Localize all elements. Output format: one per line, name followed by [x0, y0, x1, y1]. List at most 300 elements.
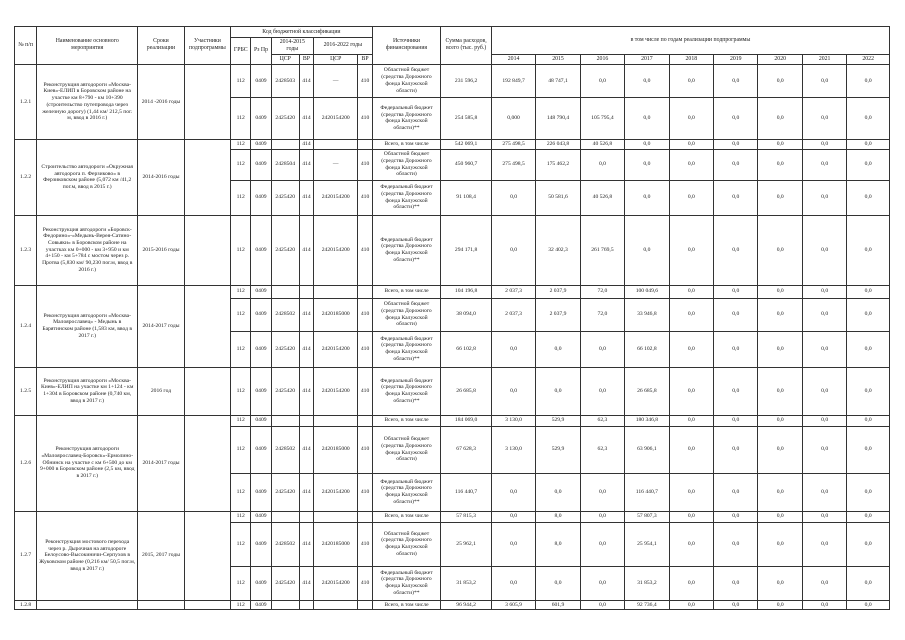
- rzpr-cell: 0409: [251, 426, 271, 473]
- row-index: 1.2.5: [15, 367, 37, 415]
- measure-term: 2014 -2016 годы: [138, 64, 184, 139]
- vr-2016-cell: [358, 415, 372, 426]
- year-value-cell: 0,0: [758, 285, 802, 298]
- csr-2016-cell: 2420154200: [314, 367, 358, 415]
- year-value-cell: 0,0: [669, 180, 713, 215]
- year-value-cell: 0,0: [714, 367, 758, 415]
- header-vr-2: ВР: [358, 54, 372, 64]
- year-value-cell: 0,0: [847, 566, 890, 600]
- vr-2016-cell: 410: [358, 97, 372, 139]
- year-value-cell: 62,3: [580, 415, 624, 426]
- header-total: Сумма расходов, всего (тыс. руб.): [441, 27, 492, 65]
- year-value-cell: 192 849,7: [491, 64, 535, 97]
- year-value-cell: 0,0: [625, 64, 669, 97]
- year-value-cell: 175 462,2: [536, 149, 580, 180]
- source-cell: Федеральный бюджет (средства Дорожного фонда Калужской области)**: [372, 180, 441, 215]
- year-value-cell: 0,0: [580, 367, 624, 415]
- total-cell: 184 069,0: [441, 415, 492, 426]
- header-sources: Источники финансирования: [372, 27, 441, 65]
- total-cell: 67 628,3: [441, 426, 492, 473]
- year-value-cell: 0,0: [847, 149, 890, 180]
- total-cell: 38 094,0: [441, 298, 492, 331]
- year-value-cell: 0,0: [758, 215, 802, 285]
- csr-2014-cell: 2428502: [271, 298, 299, 331]
- total-cell: 66 102,8: [441, 331, 492, 367]
- measure-name: Реконструкция автодороги «Малоярославец-Боровск»-Ермолино-Обнинск на участке с км 6+500 до км 9+000 в Боровском районе (2,5 км, ввод в 2017 г.): [37, 415, 138, 511]
- year-value-cell: 0,0: [625, 97, 669, 139]
- total-cell: 26 685,8: [441, 367, 492, 415]
- csr-2014-cell: 2425420: [271, 367, 299, 415]
- total-cell: 294 171,8: [441, 215, 492, 285]
- year-value-cell: 0,0: [669, 298, 713, 331]
- year-value-cell: 529,9: [536, 426, 580, 473]
- measure-term: 2015, 2017 годы: [138, 511, 184, 600]
- year-value-cell: 0,0: [758, 600, 802, 610]
- rzpr-cell: 0409: [251, 180, 271, 215]
- year-value-cell: 0,0: [669, 473, 713, 511]
- year-value-cell: 0,0: [802, 331, 846, 367]
- rzpr-cell: 0409: [251, 522, 271, 566]
- year-value-cell: 0,0: [714, 97, 758, 139]
- year-value-cell: 0,0: [669, 139, 713, 149]
- measure-participants: [184, 64, 230, 139]
- vr-2016-cell: [358, 285, 372, 298]
- csr-2014-cell: 2425420: [271, 566, 299, 600]
- year-value-cell: 0,0: [802, 139, 846, 149]
- rzpr-cell: 0409: [251, 64, 271, 97]
- grbs-cell: 112: [231, 149, 251, 180]
- csr-2016-cell: —: [314, 64, 358, 97]
- header-years-2016-2022: 2016-2022 годы: [314, 38, 373, 55]
- year-value-cell: 0,0: [536, 566, 580, 600]
- measure-term: 2014-2017 годы: [138, 285, 184, 367]
- rzpr-cell: 0409: [251, 298, 271, 331]
- year-value-cell: 0,0: [802, 367, 846, 415]
- year-value-cell: 0,0: [714, 600, 758, 610]
- year-value-cell: 0,0: [714, 511, 758, 522]
- year-value-cell: 0,0: [669, 215, 713, 285]
- source-cell: Всего, в том числе: [372, 285, 441, 298]
- year-value-cell: 0,0: [536, 473, 580, 511]
- year-value-cell: 63 906,1: [625, 426, 669, 473]
- year-value-cell: 0,0: [758, 511, 802, 522]
- table-row: [15, 215, 890, 285]
- year-value-cell: 0,0: [669, 97, 713, 139]
- vr-2014-cell: [299, 600, 313, 610]
- year-value-cell: 0,0: [802, 473, 846, 511]
- table-row: [15, 600, 890, 610]
- grbs-cell: 112: [231, 215, 251, 285]
- year-value-cell: 0,0: [802, 415, 846, 426]
- year-value-cell: 0,0: [802, 180, 846, 215]
- table-row: [15, 285, 890, 298]
- csr-2014-cell: 2425420: [271, 180, 299, 215]
- year-value-cell: 0,0: [802, 298, 846, 331]
- csr-2014-cell: 2428502: [271, 522, 299, 566]
- table-row: [15, 64, 890, 97]
- measure-participants: [184, 215, 230, 285]
- year-value-cell: 0,0: [802, 64, 846, 97]
- year-value-cell: 0,0: [669, 331, 713, 367]
- year-value-cell: 8,0: [536, 522, 580, 566]
- header-year: 2018: [669, 54, 713, 64]
- row-index: 1.2.7: [15, 511, 37, 600]
- measure-name: Строительство автодороги «Окружная автодорога п. Ферзиково» в Ферзиковском районе (5,072 км /41,2 пог.м, ввод в 2015 г.): [37, 139, 138, 215]
- csr-2016-cell: 2420154200: [314, 473, 358, 511]
- year-value-cell: 0,0: [802, 600, 846, 610]
- grbs-cell: 112: [231, 180, 251, 215]
- year-value-cell: 0,0: [714, 473, 758, 511]
- vr-2014-cell: 414: [299, 149, 313, 180]
- year-value-cell: 226 043,8: [536, 139, 580, 149]
- source-cell: Областной бюджет (средства Дорожного фонда Калужской области): [372, 149, 441, 180]
- year-value-cell: 0,0: [758, 149, 802, 180]
- year-value-cell: 0,0: [847, 298, 890, 331]
- csr-2016-cell: 2420154200: [314, 97, 358, 139]
- vr-2016-cell: 410: [358, 64, 372, 97]
- rzpr-cell: 0409: [251, 139, 271, 149]
- rzpr-cell: 0409: [251, 473, 271, 511]
- source-cell: Всего, в том числе: [372, 511, 441, 522]
- year-value-cell: 0,0: [669, 367, 713, 415]
- vr-2016-cell: 410: [358, 149, 372, 180]
- year-value-cell: 0,0: [758, 139, 802, 149]
- year-value-cell: 0,0: [802, 285, 846, 298]
- vr-2016-cell: 410: [358, 566, 372, 600]
- grbs-cell: 112: [231, 473, 251, 511]
- year-value-cell: 0,0: [847, 180, 890, 215]
- csr-2014-cell: [271, 511, 299, 522]
- csr-2014-cell: [271, 415, 299, 426]
- header-year: 2019: [714, 54, 758, 64]
- header-year: 2015: [536, 54, 580, 64]
- year-value-cell: 31 853,2: [625, 566, 669, 600]
- source-cell: Федеральный бюджет (средства Дорожного фонда Калужской области)**: [372, 566, 441, 600]
- measure-name: Реконструкция автодороги «Москва-Киев»-ЕЛИП в Боровском районе на участке км 8+790 - км 10+390 (строительство путепровода через железную дорогу) (1,44 км/ 212,5 пог. м, ввод в 2016 г.): [37, 64, 138, 139]
- budget-table: [14, 26, 890, 610]
- csr-2016-cell: [314, 600, 358, 610]
- row-index: 1.2.4: [15, 285, 37, 367]
- csr-2014-cell: 2428504: [271, 149, 299, 180]
- year-value-cell: 100 049,6: [625, 285, 669, 298]
- year-value-cell: 261 769,5: [580, 215, 624, 285]
- csr-2014-cell: 2425420: [271, 215, 299, 285]
- source-cell: Всего, в том числе: [372, 139, 441, 149]
- source-cell: Областной бюджет (средства Дорожного фонда Калужской области): [372, 426, 441, 473]
- year-value-cell: 0,0: [847, 215, 890, 285]
- measure-term: 2015-2016 годы: [138, 215, 184, 285]
- measure-name: Реконструкция автодороги «Боровск-Федорино»-«Медынь-Верея-Сатино-Совьяки» в Боровском районе на участках км 0+000 - км 3+950 и км 4+150 - км 5+784 с мостом через р. Протва (5,830 км/ 90,230 пог.м, ввод в 2016 г.): [37, 215, 138, 285]
- year-value-cell: 0,0: [580, 566, 624, 600]
- year-value-cell: 0,0: [758, 522, 802, 566]
- csr-2016-cell: 2420185000: [314, 426, 358, 473]
- header-num: № п/п: [15, 27, 37, 65]
- year-value-cell: 0,0: [847, 511, 890, 522]
- vr-2014-cell: 414: [299, 522, 313, 566]
- total-cell: 25 962,1: [441, 522, 492, 566]
- year-value-cell: 0,0: [714, 522, 758, 566]
- header-years-group: в том числе по годам реализации подпрограммы: [491, 27, 889, 55]
- year-value-cell: 0,0: [714, 64, 758, 97]
- year-value-cell: 8,0: [536, 511, 580, 522]
- vr-2016-cell: 410: [358, 367, 372, 415]
- year-value-cell: 3 130,0: [491, 415, 535, 426]
- grbs-cell: 112: [231, 415, 251, 426]
- csr-2014-cell: [271, 285, 299, 298]
- measure-participants: [184, 415, 230, 511]
- year-value-cell: 0,0: [758, 473, 802, 511]
- csr-2014-cell: 2425420: [271, 97, 299, 139]
- csr-2014-cell: [271, 139, 299, 149]
- rzpr-cell: 0409: [251, 97, 271, 139]
- vr-2016-cell: 410: [358, 298, 372, 331]
- row-index: 1.2.6: [15, 415, 37, 511]
- rzpr-cell: 0409: [251, 511, 271, 522]
- year-value-cell: 40 526,8: [580, 139, 624, 149]
- year-value-cell: 0,0: [669, 285, 713, 298]
- header-term: Сроки реализации: [138, 27, 184, 65]
- year-value-cell: 0,0: [802, 426, 846, 473]
- total-cell: 254 585,8: [441, 97, 492, 139]
- vr-2014-cell: 414: [299, 331, 313, 367]
- vr-2016-cell: 410: [358, 215, 372, 285]
- csr-2016-cell: 2420185000: [314, 298, 358, 331]
- year-value-cell: 0,0: [580, 600, 624, 610]
- measure-term: 2016 год: [138, 367, 184, 415]
- source-cell: Областной бюджет (средства Дорожного фонда Калужской области): [372, 522, 441, 566]
- vr-2016-cell: 410: [358, 180, 372, 215]
- source-cell: Федеральный бюджет (средства Дорожного фонда Калужской области)**: [372, 215, 441, 285]
- measure-name: [37, 600, 138, 610]
- measure-term: 2014-2017 годы: [138, 415, 184, 511]
- table-row: [15, 511, 890, 522]
- source-cell: Федеральный бюджет (средства Дорожного фонда Калужской области)**: [372, 473, 441, 511]
- year-value-cell: 3 605,9: [491, 600, 535, 610]
- year-value-cell: 0,0: [847, 97, 890, 139]
- source-cell: Федеральный бюджет (средства Дорожного фонда Калужской области)**: [372, 97, 441, 139]
- header-csr-2: ЦСР: [314, 54, 358, 64]
- vr-2014-cell: 414: [299, 180, 313, 215]
- year-value-cell: 0,0: [536, 331, 580, 367]
- year-value-cell: 0,0: [758, 566, 802, 600]
- rzpr-cell: 0409: [251, 600, 271, 610]
- total-cell: 116 440,7: [441, 473, 492, 511]
- grbs-cell: 112: [231, 64, 251, 97]
- year-value-cell: 0,0: [714, 139, 758, 149]
- rzpr-cell: 0409: [251, 367, 271, 415]
- total-cell: 91 108,4: [441, 180, 492, 215]
- measure-term: [138, 600, 184, 610]
- year-value-cell: 0,0: [802, 511, 846, 522]
- year-value-cell: 0,0: [669, 566, 713, 600]
- year-value-cell: 0,0: [714, 298, 758, 331]
- grbs-cell: 112: [231, 139, 251, 149]
- year-value-cell: 2 037,9: [536, 298, 580, 331]
- csr-2016-cell: 2420154200: [314, 180, 358, 215]
- header-name: Наименование основного мероприятия: [37, 27, 138, 65]
- csr-2014-cell: 2425420: [271, 331, 299, 367]
- header-grbs: ГРБС: [231, 38, 251, 65]
- year-value-cell: 32 402,3: [536, 215, 580, 285]
- year-value-cell: 0,0: [625, 180, 669, 215]
- grbs-cell: 112: [231, 511, 251, 522]
- year-value-cell: 0,0: [714, 180, 758, 215]
- year-value-cell: 33 946,8: [625, 298, 669, 331]
- year-value-cell: 0,0: [625, 139, 669, 149]
- total-cell: 542 069,1: [441, 139, 492, 149]
- measure-term: 2014-2016 годы: [138, 139, 184, 215]
- year-value-cell: 0,0: [714, 566, 758, 600]
- year-value-cell: 2 037,3: [491, 285, 535, 298]
- year-value-cell: 0,0: [847, 367, 890, 415]
- year-value-cell: 0,0: [580, 511, 624, 522]
- csr-2014-cell: 2428502: [271, 426, 299, 473]
- vr-2014-cell: 414: [299, 473, 313, 511]
- measure-participants: [184, 511, 230, 600]
- vr-2016-cell: 410: [358, 331, 372, 367]
- table-row: [15, 415, 890, 426]
- measure-participants: [184, 367, 230, 415]
- grbs-cell: 112: [231, 367, 251, 415]
- header-year: 2022: [847, 54, 890, 64]
- header-participants: Участники подпрограммы: [184, 27, 230, 65]
- year-value-cell: 0,0: [714, 426, 758, 473]
- year-value-cell: 72,0: [580, 285, 624, 298]
- header-year: 2014: [491, 54, 535, 64]
- header-year: 2021: [802, 54, 846, 64]
- year-value-cell: 0,0: [758, 426, 802, 473]
- year-value-cell: 0,0: [491, 473, 535, 511]
- table-body: [15, 64, 890, 609]
- year-value-cell: 0,0: [802, 97, 846, 139]
- vr-2016-cell: 410: [358, 426, 372, 473]
- csr-2016-cell: [314, 415, 358, 426]
- vr-2014-cell: 414: [299, 97, 313, 139]
- year-value-cell: 0,0: [847, 415, 890, 426]
- grbs-cell: 112: [231, 298, 251, 331]
- csr-2014-cell: 2425420: [271, 473, 299, 511]
- year-value-cell: 275 498,5: [491, 139, 535, 149]
- year-value-cell: 0,0: [580, 522, 624, 566]
- year-value-cell: 0,0: [669, 415, 713, 426]
- year-value-cell: 0,0: [758, 298, 802, 331]
- year-value-cell: 2 037,3: [491, 298, 535, 331]
- total-cell: 231 596,2: [441, 64, 492, 97]
- year-value-cell: 48 747,1: [536, 64, 580, 97]
- year-value-cell: 275 498,5: [491, 149, 535, 180]
- rzpr-cell: 0409: [251, 566, 271, 600]
- total-cell: 31 853,2: [441, 566, 492, 600]
- year-value-cell: 148 790,4: [536, 97, 580, 139]
- year-value-cell: 0,0: [625, 149, 669, 180]
- grbs-cell: 112: [231, 285, 251, 298]
- year-value-cell: 0,0: [802, 149, 846, 180]
- csr-2016-cell: [314, 285, 358, 298]
- vr-2014-cell: 414: [299, 64, 313, 97]
- year-value-cell: 26 685,8: [625, 367, 669, 415]
- year-value-cell: 0,0: [758, 415, 802, 426]
- vr-2014-cell: 414: [299, 139, 313, 149]
- measure-name: Реконструкция автодороги «Москва-Киев»-ЕЛИП на участке км 1+124 - км 1+304 в Боровском районе (0,740 км, ввод в 2017 г.): [37, 367, 138, 415]
- year-value-cell: 0,0: [625, 215, 669, 285]
- vr-2014-cell: [299, 415, 313, 426]
- year-value-cell: 0,0: [669, 149, 713, 180]
- year-value-cell: 0,0: [758, 64, 802, 97]
- year-value-cell: 0,0: [847, 331, 890, 367]
- grbs-cell: 112: [231, 600, 251, 610]
- year-value-cell: 92 736,4: [625, 600, 669, 610]
- year-value-cell: 0,0: [580, 64, 624, 97]
- year-value-cell: 40 526,8: [580, 180, 624, 215]
- year-value-cell: 0,0: [491, 331, 535, 367]
- year-value-cell: 72,0: [580, 298, 624, 331]
- year-value-cell: 0,0: [847, 426, 890, 473]
- year-value-cell: 529,9: [536, 415, 580, 426]
- vr-2016-cell: 410: [358, 473, 372, 511]
- year-value-cell: 0,0: [802, 215, 846, 285]
- rzpr-cell: 0409: [251, 285, 271, 298]
- header-year: 2016: [580, 54, 624, 64]
- vr-2016-cell: [358, 139, 372, 149]
- measure-participants: [184, 139, 230, 215]
- year-value-cell: 0,0: [758, 331, 802, 367]
- measure-name: Реконструкция автодороги «Москва-Малоярославец» - Медынь в Барятинском районе (1,583 км, ввод в 2017 г.): [37, 285, 138, 367]
- table-row: [15, 367, 890, 415]
- vr-2016-cell: [358, 511, 372, 522]
- year-value-cell: 0,0: [714, 415, 758, 426]
- header-years-2014-2015: 2014-2015 годы: [271, 38, 313, 55]
- year-value-cell: 57 807,3: [625, 511, 669, 522]
- year-value-cell: 0,0: [580, 149, 624, 180]
- year-value-cell: 0,0: [491, 522, 535, 566]
- header-codes-group: Код бюджетной классификации: [231, 27, 372, 38]
- vr-2014-cell: 414: [299, 367, 313, 415]
- year-value-cell: 0,0: [847, 522, 890, 566]
- grbs-cell: 112: [231, 566, 251, 600]
- year-value-cell: 0,0: [758, 97, 802, 139]
- source-cell: Федеральный бюджет (средства Дорожного фонда Калужской области)**: [372, 367, 441, 415]
- year-value-cell: 0,0: [491, 215, 535, 285]
- total-cell: 96 944,2: [441, 600, 492, 610]
- year-value-cell: 0,000: [491, 97, 535, 139]
- rzpr-cell: 0409: [251, 415, 271, 426]
- source-cell: Всего, в том числе: [372, 600, 441, 610]
- vr-2014-cell: 414: [299, 566, 313, 600]
- rzpr-cell: 0409: [251, 331, 271, 367]
- vr-2014-cell: [299, 511, 313, 522]
- total-cell: 104 196,8: [441, 285, 492, 298]
- csr-2016-cell: 2420154200: [314, 331, 358, 367]
- year-value-cell: 0,0: [491, 566, 535, 600]
- year-value-cell: 601,9: [536, 600, 580, 610]
- year-value-cell: 0,0: [802, 566, 846, 600]
- csr-2016-cell: 2420185000: [314, 522, 358, 566]
- vr-2016-cell: [358, 600, 372, 610]
- year-value-cell: 0,0: [758, 180, 802, 215]
- year-value-cell: 3 130,0: [491, 426, 535, 473]
- year-value-cell: 0,0: [580, 331, 624, 367]
- year-value-cell: 0,0: [669, 511, 713, 522]
- header-vr-1: ВР: [299, 54, 313, 64]
- measure-name: Реконструкция мостового перехода через р. Дырочная на автодороге Белоусово-Высокиничи-Серпухов в Жуковском районе (0,216 км/ 50,5 пог.м, ввод в 2017 г.): [37, 511, 138, 600]
- year-value-cell: 62,3: [580, 426, 624, 473]
- grbs-cell: 112: [231, 97, 251, 139]
- vr-2016-cell: 410: [358, 522, 372, 566]
- year-value-cell: 0,0: [847, 285, 890, 298]
- header-year: 2017: [625, 54, 669, 64]
- header-rzpr: Рз Пр: [251, 38, 271, 65]
- year-value-cell: 2 037,9: [536, 285, 580, 298]
